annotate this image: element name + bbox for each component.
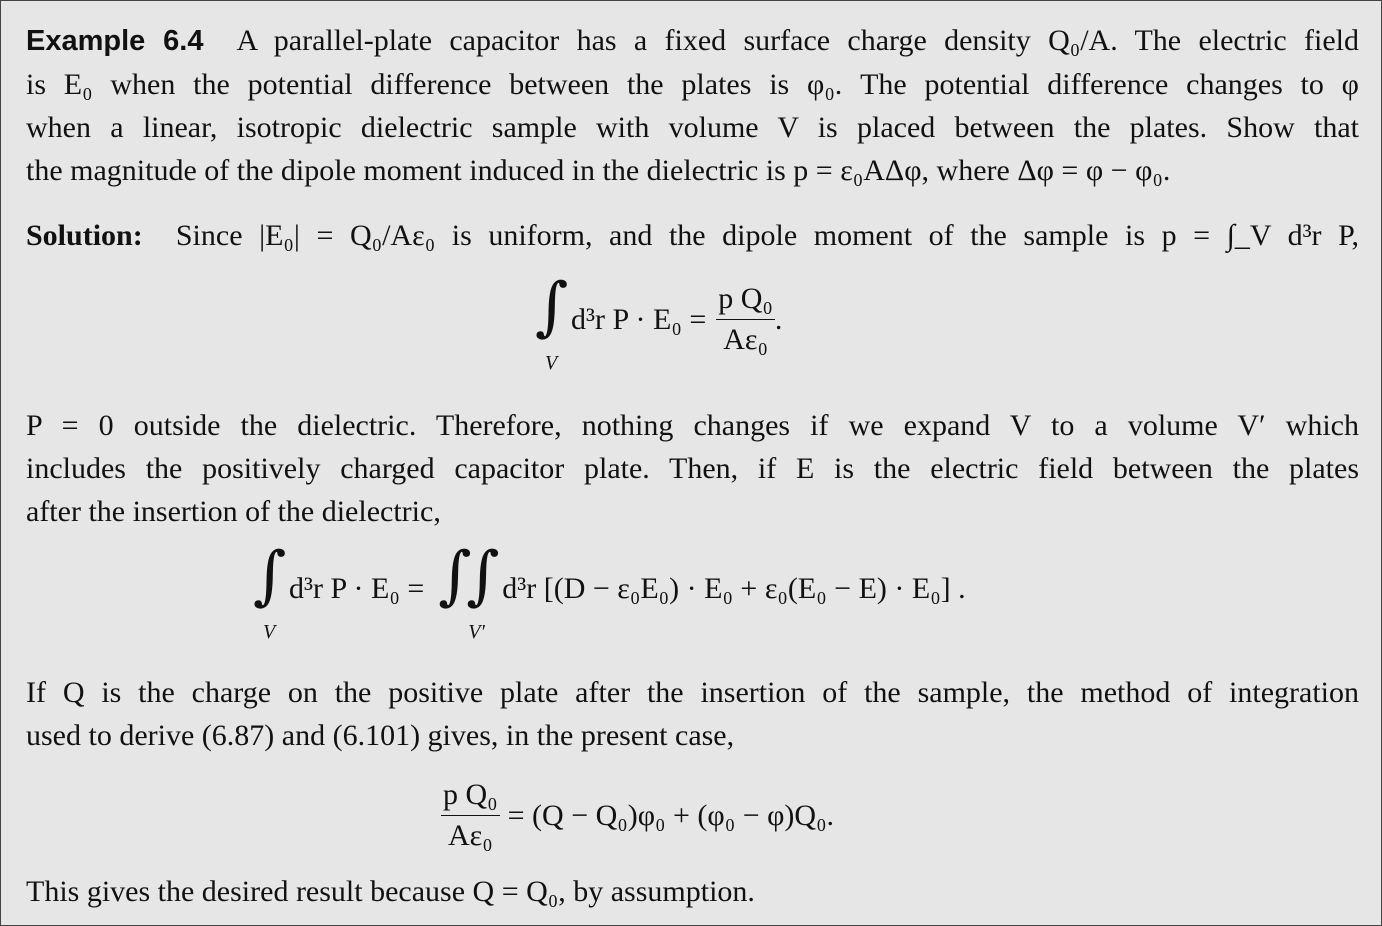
solution-label: Solution: [26, 219, 143, 252]
integral-sign: ∫ V [253, 539, 287, 643]
para2-line-3: after the insertion of the dielectric, [26, 495, 441, 528]
equation-1-integrand: d³r P · E₀ = [571, 302, 707, 336]
solution-intro-text: Since |E₀| = Q₀/Aε₀ is uniform, and the dipole moment of the sample is p = ∫_V d³r P, [175, 219, 1359, 252]
paragraph-2 [26, 404, 1359, 533]
conclusion: This gives the desired result because Q = Q₀, by assumption. [26, 875, 755, 908]
fraction-numerator: p Q₀ [441, 775, 500, 816]
equation-2 [253, 539, 966, 643]
example-label: Example 6.4 [26, 25, 204, 57]
fraction-denominator: Aε₀ [447, 819, 493, 852]
integral-sign: ∫ [438, 539, 472, 613]
equation-3-rhs: = (Q − Q₀)φ₀ + (φ₀ − φ)Q₀. [507, 798, 835, 832]
integral-limit: V′ [468, 621, 485, 643]
solution-intro [26, 214, 1359, 257]
para2-line-2: includes the positively charged capacitor plate. Then, if E is the electric field between the plates [26, 452, 1359, 485]
integral-limit: V [263, 621, 276, 643]
paragraph-3 [26, 671, 1359, 757]
equation-1 [535, 269, 783, 374]
equation-2-left: d³r P · E₀ = [289, 572, 425, 605]
example-line-3: when a linear, isotropic dielectric sample with volume V is placed between the plates. Show that [26, 111, 1359, 144]
fraction-numerator: p Q₀ [716, 279, 775, 320]
equation-3-fraction [441, 775, 500, 856]
para3-line-1: If Q is the charge on the positive plate after the insertion of the sample, the method of integration [26, 676, 1359, 709]
example-line-1 [26, 19, 1359, 63]
integral-sign: ∫ V [535, 269, 569, 374]
equation-1-fraction [716, 279, 775, 360]
example-statement [26, 19, 1359, 192]
example-line-2: is E₀ when the potential difference between the plates is φ₀. The potential difference changes to φ [26, 68, 1359, 101]
para3-line-2: used to derive (6.87) and (6.101) gives, in the present case, [26, 719, 735, 752]
para2-line-1: P = 0 outside the dielectric. Therefore, nothing changes if we expand V to a volume V′ which [26, 409, 1359, 442]
equation-2-right: d³r [(D − ε₀E₀) · E₀ + ε₀(E₀ − E) · E₀] . [502, 572, 966, 605]
integral-limit: V [545, 351, 558, 374]
solution-line-1 [26, 214, 1359, 257]
equation-3 [441, 775, 834, 856]
equation-1-end: . [774, 302, 783, 336]
example-text-1: A parallel-plate capacitor has a fixed surface charge density Q₀/A. The electric field [236, 24, 1359, 57]
example-line-4: the magnitude of the dipole moment induced in the dielectric is p = ε₀AΔφ, where Δφ = φ − φ₀. [26, 154, 1171, 187]
fraction-denominator: Aε₀ [723, 323, 768, 356]
integral-sign: ∫ V′ [466, 539, 500, 643]
